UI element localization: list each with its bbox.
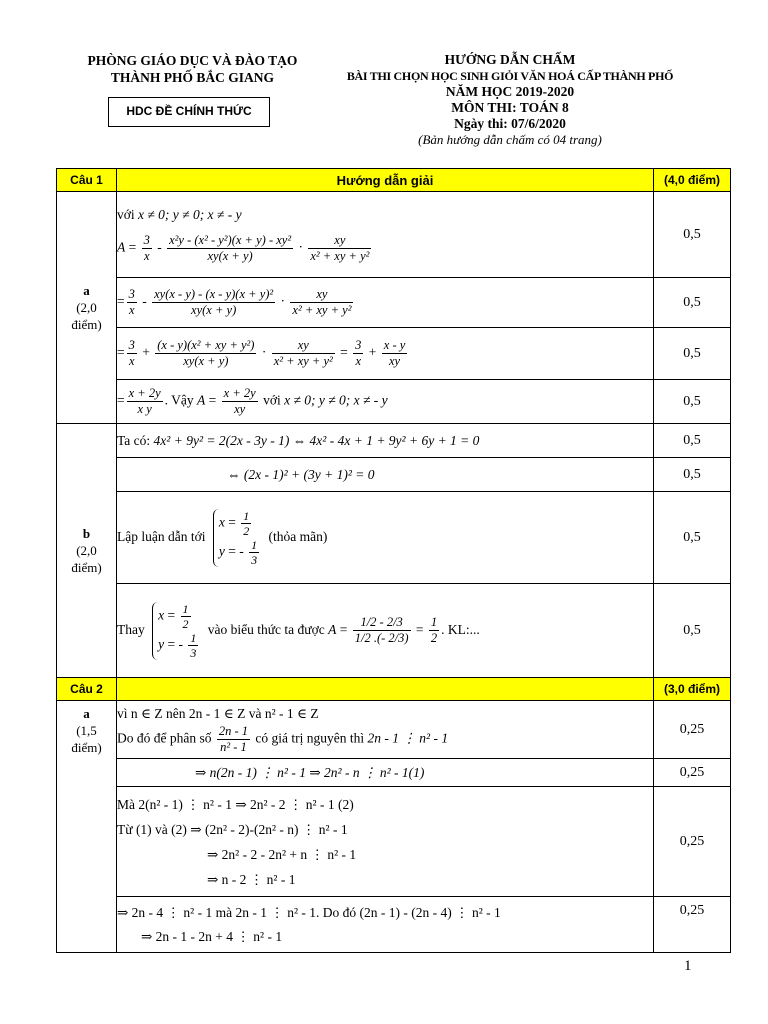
step-2a-4: ⇒ 2n - 4 ⋮ n² - 1 mà 2n - 1 ⋮ n² - 1. Do đó (2n - 1) - (2n - 4) ⋮ n² - 1 ⇒ 2n - 1 - 2n + 4 ⋮ n² - 1 (117, 897, 654, 953)
cau1-header-row (57, 169, 731, 192)
table-row (57, 492, 731, 584)
step-1b-2: ⇔ (2x - 1)² + (3y + 1)² = 0 (117, 458, 654, 492)
cau2-blank (117, 678, 654, 701)
step-1b-4: Thay x = $\frac{1}{2}$ y = - $\frac{1}{3}$ vào biểu thức ta được A = $\frac{1/2 - 2/3}{1/2 .(- 2/3)}$ = $\frac{1}{2}$ . KL:... (117, 584, 654, 678)
solution-heading: Hướng dẫn giải (117, 169, 654, 192)
table-row (57, 380, 731, 424)
grading-table (56, 168, 731, 953)
table-row (57, 897, 731, 953)
table-row (57, 278, 731, 328)
step-2a-1: vì n ∈ Z nên 2n - 1 ∈ Z và n² - 1 ∈ Z Do đó để phân số $\frac{2n - 1}{\text{n² - 1}}$ có giá trị nguyên thì 2n - 1 ⋮ n² - 1 (117, 701, 654, 759)
step-1b-1: Ta có: 4x² + 9y² = 2(2x - 3y - 1) ⇔ 4x² - 4x + 1 + 9y² + 6y + 1 = 0 (117, 424, 654, 458)
page-number: 1 (684, 958, 692, 974)
score: 0,25 (654, 759, 731, 787)
department-heading (60, 52, 325, 86)
school-year: NĂM HỌC 2019-2020 (445, 84, 575, 99)
cau2-label: Câu 2 (57, 678, 117, 701)
score: 0,5 (654, 380, 731, 424)
city-name: THÀNH PHỐ BẮC GIANG (110, 70, 275, 85)
score: 0,5 (654, 424, 731, 458)
exam-title: BÀI THI CHỌN HỌC SINH GIỎI VĂN HOÁ CẤP THÀNH PHỐ (346, 69, 674, 83)
table-row (57, 328, 731, 380)
equation-system: x = $\frac{1}{2}$ y = - $\frac{1}{3}$ (152, 602, 200, 660)
score: 0,5 (654, 458, 731, 492)
official-stamp: HDC ĐỀ CHÍNH THỨC (108, 97, 270, 127)
part-a-label: a (2,0 điểm) (57, 192, 117, 424)
table-row (57, 584, 731, 678)
guide-title: HƯỚNG DẪN CHẤM (444, 52, 576, 67)
part-b-label: b (2,0 điểm) (57, 424, 117, 678)
exam-date: Ngày thi: 07/6/2020 (454, 116, 566, 131)
score: 0,5 (654, 278, 731, 328)
cau1-points: (4,0 điểm) (654, 169, 731, 192)
table-row (57, 192, 731, 278)
score: 0,5 (654, 192, 731, 278)
cau1-label: Câu 1 (57, 169, 117, 192)
table-row (57, 787, 731, 897)
step-1a-2: = $\frac{3}{x}$ - $\frac{\text{xy(x - y) - (x - y)(x + y)²}}{xy(x + y)}$ · $\frac{xy}{\text{x² + xy + y²}}$ (117, 278, 654, 328)
step-2a-3: Mà 2(n² - 1) ⋮ n² - 1 ⇒ 2n² - 2 ⋮ n² - 1 (2) Từ (1) và (2) ⇒ (2n² - 2)-(2n² - n) ⋮ n² - 1 ⇒ 2n² - 2 - 2n² + n ⋮ n² - 1 ⇒ n - 2 ⋮ n² - 1 (117, 787, 654, 897)
equation-system: x = $\frac{1}{2}$ y = - $\frac{1}{3}$ (213, 509, 261, 567)
score: 0,25 (654, 897, 731, 953)
subject: MÔN THI: TOÁN 8 (451, 100, 569, 115)
table-row (57, 701, 731, 759)
score: 0,25 (654, 787, 731, 897)
step-1b-3: Lập luận dẫn tới x = $\frac{1}{2}$ y = - $\frac{1}{3}$ (thỏa mãn) (117, 492, 654, 584)
page-count-note: (Bản hướng dẫn chấm có 04 trang) (418, 132, 602, 147)
score: 0,5 (654, 492, 731, 584)
part-a-label: a (1,5 điểm) (57, 701, 117, 953)
step-1a-4: = $\frac{x + 2y}{\text{x y}}$ . Vậy A = $\frac{x + 2y}{xy}$ với x ≠ 0; y ≠ 0; x ≠ - y (117, 380, 654, 424)
step-2a-2: ⇒ n(2n - 1) ⋮ n² - 1 ⇒ 2n² - n ⋮ n² - 1(1) (117, 759, 654, 787)
step-1a-3: = $\frac{3}{x}$ + $\frac{\text{(x - y)(x² + xy + y²)}}{xy(x + y)}$ · $\frac{xy}{\text{x² + xy + y²}}$ = $\frac{3}{x}$ + $\frac{x - y}{xy}$ (117, 328, 654, 380)
score: 0,5 (654, 328, 731, 380)
step-1a-1: với x ≠ 0; y ≠ 0; x ≠ - y A = $\frac{3}{x}$ - $\frac{\text{x²y - (x² - y²)(x + y) - xy²}}{xy(x + y)}$ · $\frac{xy}{\text{x² + xy + y²}}$ (117, 192, 654, 278)
score: 0,25 (654, 701, 731, 759)
cau2-header-row (57, 678, 731, 701)
exam-heading (300, 52, 720, 148)
table-row (57, 424, 731, 458)
table-row (57, 458, 731, 492)
cau2-points: (3,0 điểm) (654, 678, 731, 701)
score: 0,5 (654, 584, 731, 678)
department-name: PHÒNG GIÁO DỤC VÀ ĐÀO TẠO (87, 53, 298, 68)
table-row (57, 759, 731, 787)
